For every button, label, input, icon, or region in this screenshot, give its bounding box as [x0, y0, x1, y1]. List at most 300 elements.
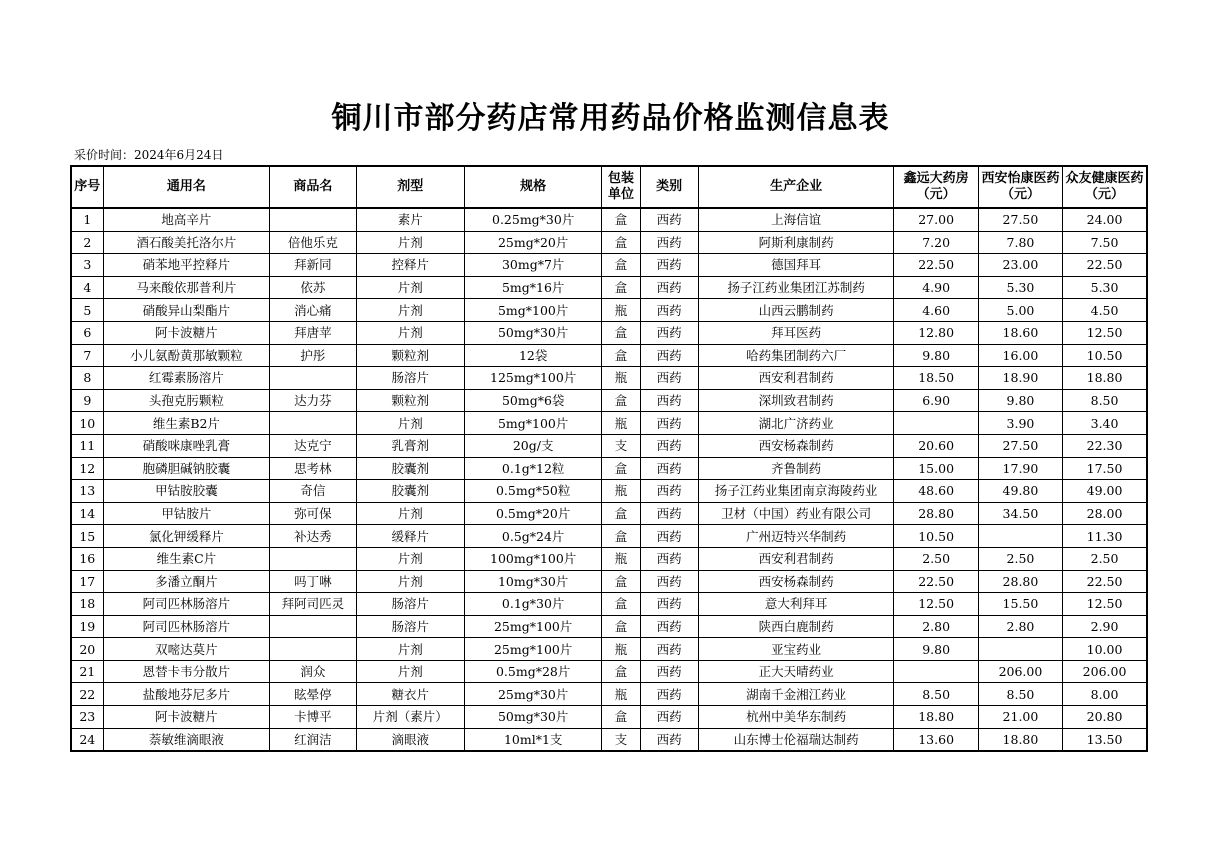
- cell-brand-name: [270, 638, 356, 661]
- header-brand-name: 商品名: [270, 166, 356, 208]
- cell-category: 西药: [640, 434, 698, 457]
- cell-brand-name: 拜唐苹: [270, 321, 356, 344]
- cell-price-yikang: [978, 525, 1062, 548]
- header-generic-name: 通用名: [103, 166, 270, 208]
- cell-generic-name: 硝苯地平控释片: [103, 254, 270, 277]
- cell-generic-name: 甲钴胺胶囊: [103, 480, 270, 503]
- cell-price-xinyuan: 13.60: [894, 728, 978, 751]
- cell-price-zhongyou: 18.80: [1063, 367, 1147, 390]
- cell-spec: 10ml*1支: [464, 728, 602, 751]
- cell-brand-name: [270, 208, 356, 231]
- cell-generic-name: 阿卡波糖片: [103, 321, 270, 344]
- cell-price-xinyuan: 12.80: [894, 321, 978, 344]
- table-row: [71, 412, 1147, 435]
- cell-spec: 0.5mg*50粒: [464, 480, 602, 503]
- cell-generic-name: 恩替卡韦分散片: [103, 660, 270, 683]
- cell-package-unit: 盒: [602, 254, 640, 277]
- cell-category: 西药: [640, 683, 698, 706]
- cell-spec: 5mg*16片: [464, 276, 602, 299]
- table-row: [71, 660, 1147, 683]
- cell-price-yikang: 206.00: [978, 660, 1062, 683]
- header-dosage-form: 剂型: [356, 166, 464, 208]
- cell-generic-name: 维生素B2片: [103, 412, 270, 435]
- cell-package-unit: 瓶: [602, 412, 640, 435]
- cell-price-yikang: 28.80: [978, 570, 1062, 593]
- table-row: [71, 593, 1147, 616]
- cell-manufacturer: 拜耳医药: [698, 321, 894, 344]
- cell-price-zhongyou: 206.00: [1063, 660, 1147, 683]
- cell-dosage-form: 颗粒剂: [356, 389, 464, 412]
- cell-brand-name: 达力芬: [270, 389, 356, 412]
- cell-brand-name: 倍他乐克: [270, 231, 356, 254]
- cell-spec: 10mg*30片: [464, 570, 602, 593]
- cell-manufacturer: 西安杨森制药: [698, 570, 894, 593]
- cell-price-zhongyou: 22.30: [1063, 434, 1147, 457]
- cell-generic-name: 硝酸异山梨酯片: [103, 299, 270, 322]
- cell-package-unit: 盒: [602, 457, 640, 480]
- cell-manufacturer: 亚宝药业: [698, 638, 894, 661]
- cell-category: 西药: [640, 254, 698, 277]
- cell-brand-name: [270, 615, 356, 638]
- cell-brand-name: 消心痛: [270, 299, 356, 322]
- cell-spec: 25mg*20片: [464, 231, 602, 254]
- cell-generic-name: 双嘧达莫片: [103, 638, 270, 661]
- cell-dosage-form: 肠溶片: [356, 367, 464, 390]
- cell-category: 西药: [640, 547, 698, 570]
- cell-index: 17: [71, 570, 103, 593]
- cell-price-zhongyou: 8.50: [1063, 389, 1147, 412]
- header-category: 类别: [640, 166, 698, 208]
- cell-index: 21: [71, 660, 103, 683]
- cell-dosage-form: 片剂: [356, 412, 464, 435]
- cell-dosage-form: 肠溶片: [356, 593, 464, 616]
- cell-price-yikang: 34.50: [978, 502, 1062, 525]
- table-row: [71, 389, 1147, 412]
- cell-manufacturer: 扬子江药业集团南京海陵药业: [698, 480, 894, 503]
- cell-category: 西药: [640, 615, 698, 638]
- cell-brand-name: 眩晕停: [270, 683, 356, 706]
- cell-brand-name: 吗丁啉: [270, 570, 356, 593]
- table-row: [71, 367, 1147, 390]
- table-row: [71, 547, 1147, 570]
- cell-index: 10: [71, 412, 103, 435]
- cell-category: 西药: [640, 321, 698, 344]
- cell-price-zhongyou: 20.80: [1063, 706, 1147, 729]
- cell-index: 3: [71, 254, 103, 277]
- cell-price-zhongyou: 22.50: [1063, 254, 1147, 277]
- cell-dosage-form: 控释片: [356, 254, 464, 277]
- cell-generic-name: 小儿氨酚黄那敏颗粒: [103, 344, 270, 367]
- cell-spec: 30mg*7片: [464, 254, 602, 277]
- cell-package-unit: 盒: [602, 660, 640, 683]
- cell-price-yikang: 5.30: [978, 276, 1062, 299]
- cell-price-zhongyou: 13.50: [1063, 728, 1147, 751]
- cell-price-xinyuan: 10.50: [894, 525, 978, 548]
- cell-manufacturer: 湖南千金湘江药业: [698, 683, 894, 706]
- cell-index: 19: [71, 615, 103, 638]
- table-row: [71, 276, 1147, 299]
- cell-generic-name: 维生素C片: [103, 547, 270, 570]
- cell-price-xinyuan: 2.50: [894, 547, 978, 570]
- cell-generic-name: 甲钴胺片: [103, 502, 270, 525]
- cell-package-unit: 瓶: [602, 480, 640, 503]
- cell-manufacturer: 山东博士伦福瑞达制药: [698, 728, 894, 751]
- cell-generic-name: 酒石酸美托洛尔片: [103, 231, 270, 254]
- cell-index: 5: [71, 299, 103, 322]
- cell-category: 西药: [640, 276, 698, 299]
- table-row: [71, 615, 1147, 638]
- cell-price-yikang: 27.50: [978, 208, 1062, 231]
- cell-category: 西药: [640, 208, 698, 231]
- cell-generic-name: 多潘立酮片: [103, 570, 270, 593]
- cell-dosage-form: 片剂: [356, 502, 464, 525]
- cell-index: 15: [71, 525, 103, 548]
- cell-package-unit: 盒: [602, 593, 640, 616]
- cell-manufacturer: 正大天晴药业: [698, 660, 894, 683]
- cell-brand-name: 奇信: [270, 480, 356, 503]
- cell-price-yikang: 18.60: [978, 321, 1062, 344]
- table-row: [71, 480, 1147, 503]
- cell-manufacturer: 卫材（中国）药业有限公司: [698, 502, 894, 525]
- cell-dosage-form: 胶囊剂: [356, 457, 464, 480]
- cell-package-unit: 支: [602, 728, 640, 751]
- cell-price-yikang: 2.80: [978, 615, 1062, 638]
- cell-brand-name: 护彤: [270, 344, 356, 367]
- cell-brand-name: [270, 367, 356, 390]
- cell-price-xinyuan: 18.80: [894, 706, 978, 729]
- cell-package-unit: 盒: [602, 208, 640, 231]
- cell-price-zhongyou: 2.50: [1063, 547, 1147, 570]
- cell-price-xinyuan: 22.50: [894, 570, 978, 593]
- cell-spec: 0.5mg*20片: [464, 502, 602, 525]
- cell-price-zhongyou: 17.50: [1063, 457, 1147, 480]
- cell-dosage-form: 片剂: [356, 660, 464, 683]
- cell-generic-name: 盐酸地芬尼多片: [103, 683, 270, 706]
- cell-index: 9: [71, 389, 103, 412]
- header-package-unit: 包装单位: [602, 166, 640, 208]
- cell-spec: 0.1g*12粒: [464, 457, 602, 480]
- cell-generic-name: 胞磷胆碱钠胶囊: [103, 457, 270, 480]
- table-row: [71, 434, 1147, 457]
- cell-manufacturer: 湖北广济药业: [698, 412, 894, 435]
- cell-index: 2: [71, 231, 103, 254]
- cell-price-zhongyou: 28.00: [1063, 502, 1147, 525]
- cell-price-yikang: 15.50: [978, 593, 1062, 616]
- table-row: [71, 683, 1147, 706]
- table-row: [71, 254, 1147, 277]
- cell-spec: 0.1g*30片: [464, 593, 602, 616]
- cell-spec: 50mg*30片: [464, 321, 602, 344]
- cell-price-yikang: 27.50: [978, 434, 1062, 457]
- cell-category: 西药: [640, 344, 698, 367]
- cell-package-unit: 盒: [602, 615, 640, 638]
- cell-index: 24: [71, 728, 103, 751]
- cell-price-xinyuan: 8.50: [894, 683, 978, 706]
- cell-category: 西药: [640, 502, 698, 525]
- cell-price-yikang: 18.80: [978, 728, 1062, 751]
- cell-brand-name: 依苏: [270, 276, 356, 299]
- cell-price-xinyuan: 6.90: [894, 389, 978, 412]
- cell-spec: 20g/支: [464, 434, 602, 457]
- cell-price-xinyuan: 22.50: [894, 254, 978, 277]
- cell-brand-name: 红润洁: [270, 728, 356, 751]
- cell-package-unit: 盒: [602, 344, 640, 367]
- cell-index: 11: [71, 434, 103, 457]
- cell-manufacturer: 陕西白鹿制药: [698, 615, 894, 638]
- cell-category: 西药: [640, 412, 698, 435]
- cell-price-yikang: 49.80: [978, 480, 1062, 503]
- cell-price-xinyuan: 4.60: [894, 299, 978, 322]
- cell-price-xinyuan: 9.80: [894, 344, 978, 367]
- cell-price-xinyuan: [894, 412, 978, 435]
- table-row: [71, 231, 1147, 254]
- cell-price-yikang: 21.00: [978, 706, 1062, 729]
- cell-manufacturer: 哈药集团制药六厂: [698, 344, 894, 367]
- cell-price-zhongyou: 11.30: [1063, 525, 1147, 548]
- cell-manufacturer: 杭州中美华东制药: [698, 706, 894, 729]
- cell-price-xinyuan: 18.50: [894, 367, 978, 390]
- cell-index: 20: [71, 638, 103, 661]
- cell-price-yikang: 9.80: [978, 389, 1062, 412]
- cell-spec: 25mg*30片: [464, 683, 602, 706]
- cell-package-unit: 瓶: [602, 638, 640, 661]
- cell-index: 1: [71, 208, 103, 231]
- cell-manufacturer: 德国拜耳: [698, 254, 894, 277]
- cell-manufacturer: 阿斯利康制药: [698, 231, 894, 254]
- cell-manufacturer: 西安利君制药: [698, 547, 894, 570]
- cell-brand-name: 思考林: [270, 457, 356, 480]
- table-row: [71, 525, 1147, 548]
- price-table: [70, 165, 1148, 752]
- header-index: 序号: [71, 166, 103, 208]
- cell-manufacturer: 广州迈特兴华制药: [698, 525, 894, 548]
- header-price-zhongyou: 众友健康医药（元）: [1063, 166, 1147, 208]
- cell-price-xinyuan: 4.90: [894, 276, 978, 299]
- cell-price-xinyuan: 28.80: [894, 502, 978, 525]
- cell-index: 23: [71, 706, 103, 729]
- cell-price-xinyuan: 12.50: [894, 593, 978, 616]
- cell-spec: 25mg*100片: [464, 638, 602, 661]
- cell-dosage-form: 片剂: [356, 276, 464, 299]
- cell-spec: 5mg*100片: [464, 299, 602, 322]
- cell-package-unit: 盒: [602, 502, 640, 525]
- cell-index: 18: [71, 593, 103, 616]
- cell-spec: 5mg*100片: [464, 412, 602, 435]
- table-row: [71, 321, 1147, 344]
- cell-price-zhongyou: 3.40: [1063, 412, 1147, 435]
- cell-manufacturer: 西安杨森制药: [698, 434, 894, 457]
- table-row: [71, 706, 1147, 729]
- cell-price-zhongyou: 4.50: [1063, 299, 1147, 322]
- cell-price-zhongyou: 22.50: [1063, 570, 1147, 593]
- cell-generic-name: 阿司匹林肠溶片: [103, 593, 270, 616]
- cell-brand-name: 拜阿司匹灵: [270, 593, 356, 616]
- cell-package-unit: 盒: [602, 570, 640, 593]
- cell-package-unit: 瓶: [602, 547, 640, 570]
- cell-category: 西药: [640, 231, 698, 254]
- cell-price-zhongyou: 2.90: [1063, 615, 1147, 638]
- cell-price-xinyuan: [894, 660, 978, 683]
- cell-package-unit: 瓶: [602, 683, 640, 706]
- cell-package-unit: 支: [602, 434, 640, 457]
- cell-brand-name: [270, 412, 356, 435]
- cell-spec: 12袋: [464, 344, 602, 367]
- cell-generic-name: 地高辛片: [103, 208, 270, 231]
- cell-spec: 0.5g*24片: [464, 525, 602, 548]
- cell-index: 6: [71, 321, 103, 344]
- cell-manufacturer: 西安利君制药: [698, 367, 894, 390]
- cell-brand-name: 弥可保: [270, 502, 356, 525]
- cell-index: 13: [71, 480, 103, 503]
- cell-category: 西药: [640, 706, 698, 729]
- cell-price-xinyuan: 2.80: [894, 615, 978, 638]
- cell-price-xinyuan: 27.00: [894, 208, 978, 231]
- cell-spec: 25mg*100片: [464, 615, 602, 638]
- cell-spec: 0.5mg*28片: [464, 660, 602, 683]
- cell-category: 西药: [640, 660, 698, 683]
- cell-manufacturer: 山西云鹏制药: [698, 299, 894, 322]
- cell-category: 西药: [640, 457, 698, 480]
- cell-spec: 125mg*100片: [464, 367, 602, 390]
- cell-dosage-form: 片剂: [356, 570, 464, 593]
- cell-manufacturer: 齐鲁制药: [698, 457, 894, 480]
- header-price-xinyuan: 鑫远大药房（元）: [894, 166, 978, 208]
- cell-dosage-form: 缓释片: [356, 525, 464, 548]
- cell-index: 7: [71, 344, 103, 367]
- cell-brand-name: 润众: [270, 660, 356, 683]
- cell-price-zhongyou: 8.00: [1063, 683, 1147, 706]
- cell-package-unit: 盒: [602, 321, 640, 344]
- table-row: [71, 502, 1147, 525]
- cell-price-zhongyou: 7.50: [1063, 231, 1147, 254]
- cell-spec: 50mg*6袋: [464, 389, 602, 412]
- cell-brand-name: 达克宁: [270, 434, 356, 457]
- cell-price-yikang: 8.50: [978, 683, 1062, 706]
- cell-manufacturer: 扬子江药业集团江苏制药: [698, 276, 894, 299]
- cell-category: 西药: [640, 480, 698, 503]
- cell-manufacturer: 深圳致君制药: [698, 389, 894, 412]
- cell-brand-name: 拜新同: [270, 254, 356, 277]
- cell-generic-name: 阿司匹林肠溶片: [103, 615, 270, 638]
- cell-package-unit: 盒: [602, 389, 640, 412]
- cell-brand-name: 卡博平: [270, 706, 356, 729]
- cell-package-unit: 瓶: [602, 367, 640, 390]
- header-price-yikang: 西安怡康医药（元）: [978, 166, 1062, 208]
- cell-dosage-form: 肠溶片: [356, 615, 464, 638]
- cell-dosage-form: 片剂（素片）: [356, 706, 464, 729]
- cell-price-xinyuan: 7.20: [894, 231, 978, 254]
- cell-package-unit: 盒: [602, 706, 640, 729]
- cell-dosage-form: 滴眼液: [356, 728, 464, 751]
- cell-price-zhongyou: 49.00: [1063, 480, 1147, 503]
- cell-index: 16: [71, 547, 103, 570]
- cell-category: 西药: [640, 525, 698, 548]
- page-title: 铜川市部分药店常用药品价格监测信息表: [331, 101, 890, 136]
- cell-dosage-form: 片剂: [356, 299, 464, 322]
- cell-price-zhongyou: 10.50: [1063, 344, 1147, 367]
- cell-generic-name: 头孢克肟颗粒: [103, 389, 270, 412]
- cell-price-xinyuan: 15.00: [894, 457, 978, 480]
- cell-index: 14: [71, 502, 103, 525]
- cell-package-unit: 盒: [602, 231, 640, 254]
- header-manufacturer: 生产企业: [698, 166, 894, 208]
- cell-dosage-form: 糖衣片: [356, 683, 464, 706]
- cell-price-yikang: 7.80: [978, 231, 1062, 254]
- cell-generic-name: 硝酸咪康唑乳膏: [103, 434, 270, 457]
- cell-package-unit: 盒: [602, 525, 640, 548]
- cell-dosage-form: 胶囊剂: [356, 480, 464, 503]
- table-row: [71, 728, 1147, 751]
- cell-dosage-form: 片剂: [356, 321, 464, 344]
- cell-brand-name: [270, 547, 356, 570]
- cell-generic-name: 氯化钾缓释片: [103, 525, 270, 548]
- table-row: [71, 638, 1147, 661]
- cell-price-yikang: 18.90: [978, 367, 1062, 390]
- cell-index: 12: [71, 457, 103, 480]
- cell-package-unit: 瓶: [602, 299, 640, 322]
- cell-price-zhongyou: 24.00: [1063, 208, 1147, 231]
- cell-dosage-form: 片剂: [356, 231, 464, 254]
- cell-price-yikang: [978, 638, 1062, 661]
- cell-spec: 0.25mg*30片: [464, 208, 602, 231]
- cell-category: 西药: [640, 570, 698, 593]
- table-row: [71, 457, 1147, 480]
- cell-dosage-form: 片剂: [356, 638, 464, 661]
- cell-category: 西药: [640, 593, 698, 616]
- cell-price-xinyuan: 48.60: [894, 480, 978, 503]
- cell-category: 西药: [640, 638, 698, 661]
- cell-generic-name: 红霉素肠溶片: [103, 367, 270, 390]
- cell-price-yikang: 17.90: [978, 457, 1062, 480]
- table-row: [71, 344, 1147, 367]
- cell-category: 西药: [640, 299, 698, 322]
- cell-spec: 100mg*100片: [464, 547, 602, 570]
- table-row: [71, 570, 1147, 593]
- cell-price-yikang: 16.00: [978, 344, 1062, 367]
- cell-generic-name: 马来酸依那普利片: [103, 276, 270, 299]
- cell-generic-name: 阿卡波糖片: [103, 706, 270, 729]
- cell-brand-name: 补达秀: [270, 525, 356, 548]
- cell-generic-name: 萘敏维滴眼液: [103, 728, 270, 751]
- cell-price-zhongyou: 12.50: [1063, 593, 1147, 616]
- price-date-label: 采价时间：2024年6月24日: [74, 148, 224, 162]
- cell-price-yikang: 23.00: [978, 254, 1062, 277]
- cell-index: 4: [71, 276, 103, 299]
- cell-manufacturer: 意大利拜耳: [698, 593, 894, 616]
- cell-price-zhongyou: 10.00: [1063, 638, 1147, 661]
- cell-manufacturer: 上海信谊: [698, 208, 894, 231]
- cell-price-zhongyou: 5.30: [1063, 276, 1147, 299]
- cell-category: 西药: [640, 728, 698, 751]
- cell-price-yikang: 2.50: [978, 547, 1062, 570]
- table-body: [71, 208, 1147, 751]
- header-spec: 规格: [464, 166, 602, 208]
- cell-index: 22: [71, 683, 103, 706]
- cell-package-unit: 盒: [602, 276, 640, 299]
- cell-price-zhongyou: 12.50: [1063, 321, 1147, 344]
- cell-category: 西药: [640, 389, 698, 412]
- cell-dosage-form: 乳膏剂: [356, 434, 464, 457]
- cell-price-yikang: 5.00: [978, 299, 1062, 322]
- cell-price-yikang: 3.90: [978, 412, 1062, 435]
- table-header-row: [71, 166, 1147, 208]
- cell-index: 8: [71, 367, 103, 390]
- cell-spec: 50mg*30片: [464, 706, 602, 729]
- cell-dosage-form: 素片: [356, 208, 464, 231]
- table-row: [71, 208, 1147, 231]
- cell-dosage-form: 片剂: [356, 547, 464, 570]
- cell-price-xinyuan: 20.60: [894, 434, 978, 457]
